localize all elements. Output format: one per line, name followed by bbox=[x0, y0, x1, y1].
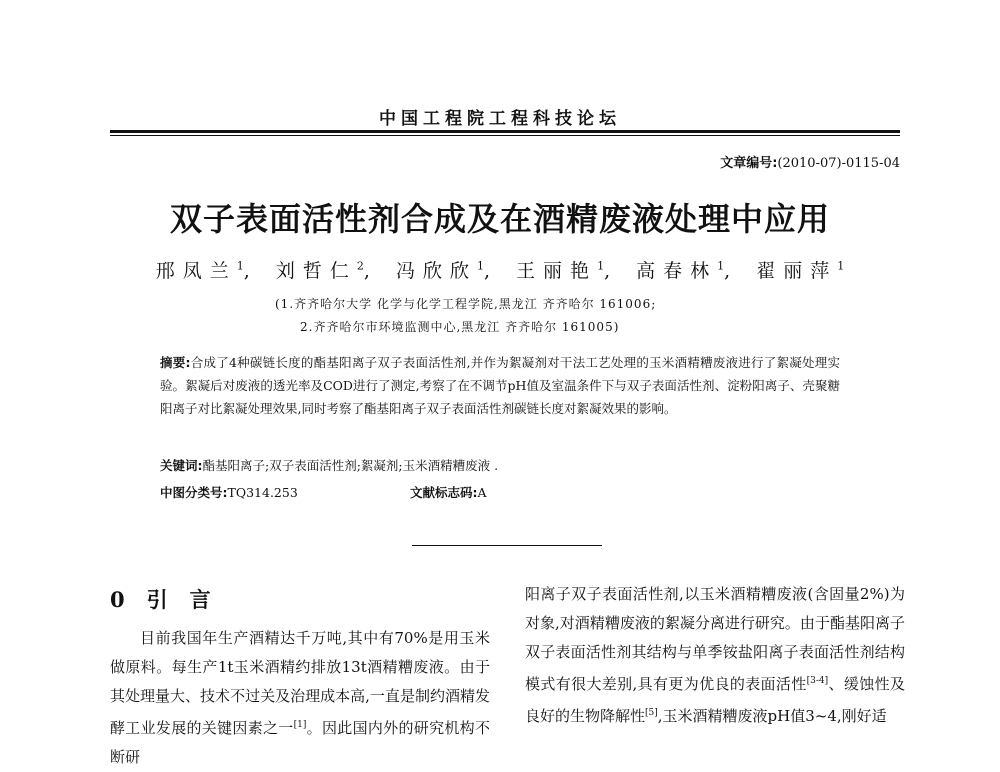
header-rule-thin bbox=[110, 135, 900, 136]
section-divider bbox=[412, 545, 602, 546]
classification-code-value: TQ314.253 bbox=[227, 485, 298, 500]
author: 王丽艳$^1$ bbox=[516, 259, 605, 282]
author: 冯欣欣$^1$ bbox=[395, 259, 484, 282]
document-code-value: A bbox=[477, 485, 487, 500]
citation: [5] bbox=[645, 708, 658, 718]
keywords-text: 酯基阳离子;双子表面活性剂;絮凝剂;玉米酒精糟废液 . bbox=[202, 458, 499, 473]
article-number-value: (2010-07)-0115-04 bbox=[777, 156, 900, 171]
affiliation-1: (1.齐齐哈尔大学 化学与化学工程学院,黑龙江 齐齐哈尔 161006; bbox=[275, 297, 657, 311]
body-paragraph-mid: 、缓蚀性及良好的生物降解性 bbox=[525, 675, 905, 725]
abstract bbox=[160, 351, 840, 420]
abstract-text: 合成了4种碳链长度的酯基阳离子双子表面活性剂,并作为絮凝剂对干法工艺处理的玉米酒精糟废液进行了絮凝处理实验。絮凝后对废液的透光率及COD进行了测定,考察了在不调节pH值及室温条件下与双子表面活性剂、淀粉阳离子、壳聚糖阳离子对比絮凝处理效果,同时考察了酯基阳离子双子表面活性剂碳链长度对絮凝效果的影响。 bbox=[160, 355, 840, 416]
abstract-label: 摘要: bbox=[160, 355, 191, 370]
keywords bbox=[160, 456, 498, 474]
citation: [1] bbox=[293, 720, 307, 730]
author-list: 邢凤兰$^1$, 刘哲仁$^2$, 冯欣欣$^1$, 王丽艳$^1$, 高春林$^1$, 翟丽萍$^1$ bbox=[155, 259, 845, 282]
section-title: 引言 bbox=[146, 587, 233, 612]
body-paragraph: 目前我国年生产酒精达千万吨,其中有70%是用玉米做原料。每生产1t玉米酒精约排放13t酒精糟废液。由于其处理量大、技术不过关及治理成本高,一直是制约酒精发酵工业发展的关键因素之一 bbox=[110, 629, 490, 737]
affiliation-2: 2.齐齐哈尔市环境监测中心,黑龙江 齐齐哈尔 161005) bbox=[300, 320, 620, 334]
body-column-left bbox=[110, 624, 490, 772]
section-heading bbox=[110, 584, 233, 614]
body-paragraph-tail: 。因此国内外的研究机构不断研 bbox=[110, 719, 490, 766]
section-number: 0 bbox=[110, 587, 125, 612]
author: 高春林$^1$ bbox=[636, 259, 725, 282]
journal-header-title: 中国工程院工程科技论坛 bbox=[379, 109, 621, 129]
body-paragraph: 阳离子双子表面活性剂,以玉米酒精糟废液(含固量2%)为对象,对酒精糟废液的絮凝分离进行研究。由于酯基阳离子双子表面活性剂其结构与单季铵盐阳离子表面活性剂结构模式有很大差别,具有更为优良的表面活性 bbox=[525, 585, 905, 693]
header-rule-thick bbox=[110, 130, 900, 133]
article-number-label: 文章编号: bbox=[720, 156, 778, 171]
author: 翟丽萍$^1$ bbox=[756, 259, 845, 282]
article-number bbox=[720, 152, 900, 171]
citation: [3-4] bbox=[806, 676, 829, 686]
author: 邢凤兰$^1$ bbox=[155, 259, 244, 282]
document-code-label: 文献标志码: bbox=[410, 485, 478, 500]
keywords-label: 关键词: bbox=[160, 458, 203, 473]
paper-title: 双子表面活性剂合成及在酒精废液处理中应用 bbox=[169, 200, 830, 238]
author: 刘哲仁$^2$ bbox=[275, 259, 364, 282]
classification-code-label: 中图分类号: bbox=[160, 485, 228, 500]
body-column-right bbox=[525, 580, 905, 731]
classification-line bbox=[160, 483, 487, 501]
body-paragraph-tail: ,玉米酒精糟废液pH值3~4,刚好适 bbox=[657, 707, 887, 725]
